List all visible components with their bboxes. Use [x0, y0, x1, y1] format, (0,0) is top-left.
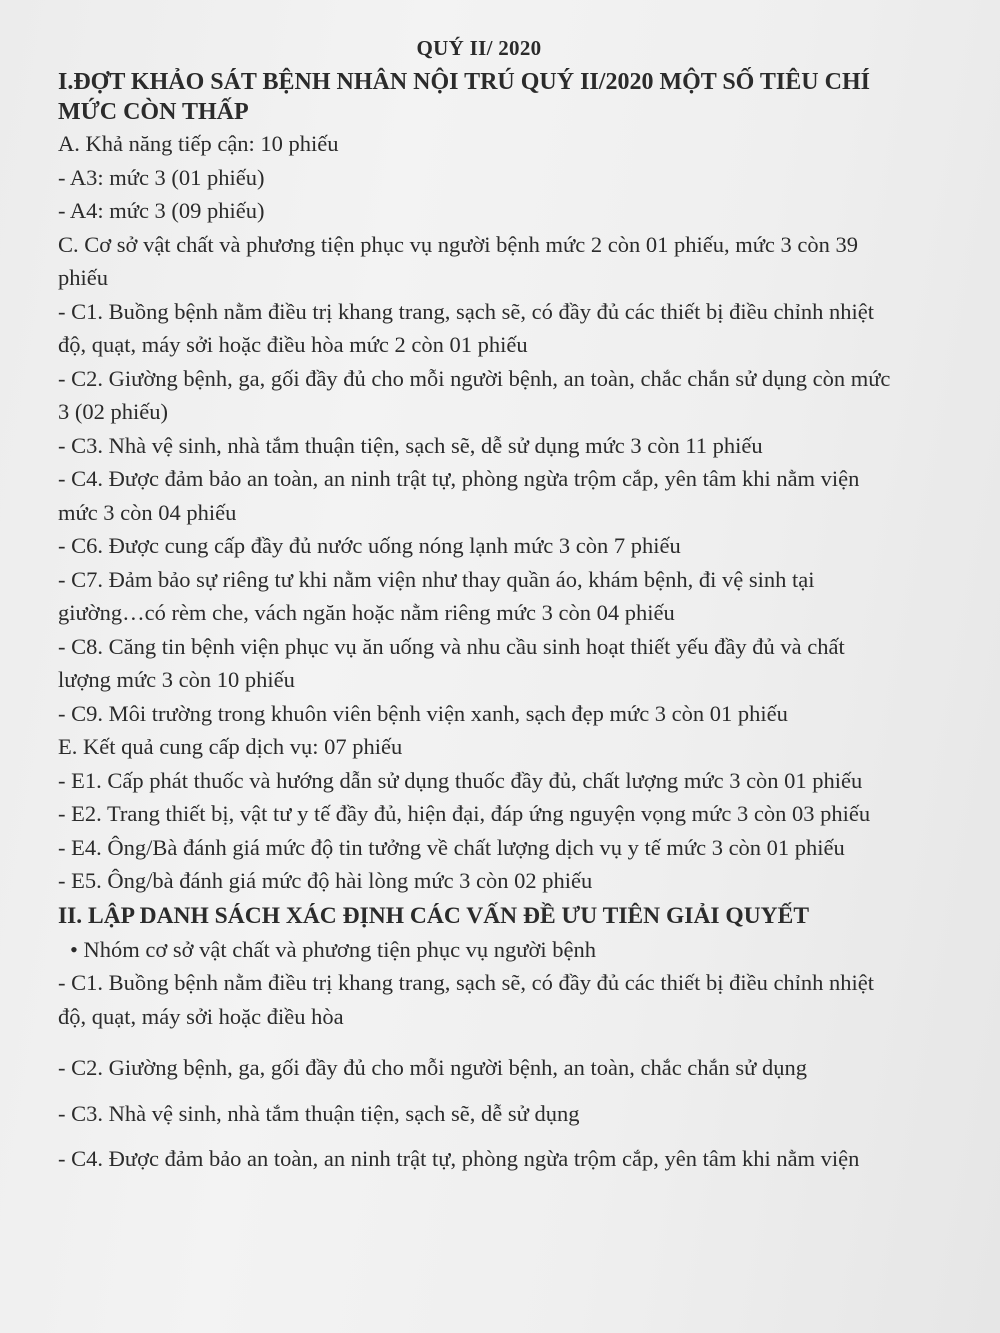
section-1-line: - E1. Cấp phát thuốc và hướng dẫn sử dụng thuốc đầy đủ, chất lượng mức 3 còn 01 phiếu — [58, 767, 863, 793]
section-2-line: - C1. Buồng bệnh nằm điều trị khang trang, sạch sẽ, có đầy đủ các thiết bị điều chỉnh nhiệt độ, quạt, máy sởi hoặc điều hòa — [58, 970, 875, 1029]
section-2-line: - C2. Giường bệnh, ga, gối đầy đủ cho mỗi người bệnh, an toàn, chắc chắn sử dụng — [58, 1055, 807, 1080]
section-1-line: - A3: mức 3 (01 phiếu) — [58, 164, 265, 190]
section-1-line: - E4. Ông/Bà đánh giá mức độ tin tưởng về chất lượng dịch vụ y tế mức 3 còn 01 phiếu — [58, 834, 845, 860]
section-1-line: - C9. Môi trường trong khuôn viên bệnh viện xanh, sạch đẹp mức 3 còn 01 phiếu — [58, 700, 788, 726]
section-1-line: - C3. Nhà vệ sinh, nhà tắm thuận tiện, sạch sẽ, dễ sử dụng mức 3 còn 11 phiếu — [58, 432, 763, 458]
section-1-line: - C4. Được đảm bảo an toàn, an ninh trật tự, phòng ngừa trộm cắp, yên tâm khi nằm viện mức 3 còn 04 phiếu — [58, 466, 860, 525]
section-2-line: - C4. Được đảm bảo an toàn, an ninh trật tự, phòng ngừa trộm cắp, yên tâm khi nằm viện — [58, 1146, 860, 1171]
section-1-line: E. Kết quả cung cấp dịch vụ: 07 phiếu — [58, 734, 403, 759]
section-1-line: - C8. Căng tin bệnh viện phục vụ ăn uống và nhu cầu sinh hoạt thiết yếu đầy đủ và chất lượng mức 3 còn 10 phiếu — [58, 633, 845, 692]
section-1-line: - E2. Trang thiết bị, vật tư y tế đầy đủ, hiện đại, đáp ứng nguyện vọng mức 3 còn 03 phiếu — [58, 801, 871, 826]
section-1-line: - C7. Đảm bảo sự riêng tư khi nằm viện như thay quần áo, khám bệnh, đi vệ sinh tại giường…có rèm che, vách ngăn hoặc nằm riêng mức 3 còn 04 phiếu — [58, 566, 815, 625]
section-1-heading: I.ĐỢT KHẢO SÁT BỆNH NHÂN NỘI TRÚ QUÝ II/2020 MỘT SỐ TIÊU CHÍ MỨC CÒN THẤP — [58, 69, 870, 125]
page-title: QUÝ II/ 2020 — [416, 36, 542, 60]
section-1-line: C. Cơ sở vật chất và phương tiện phục vụ người bệnh mức 2 còn 01 phiếu, mức 3 còn 39 phiếu — [58, 231, 858, 290]
section-2-heading: II. LẬP DANH SÁCH XÁC ĐỊNH CÁC VẤN ĐỀ ƯU TIÊN GIẢI QUYẾT — [58, 902, 810, 929]
section-1-line: A. Khả năng tiếp cận: 10 phiếu — [58, 131, 339, 156]
section-2-line: - C3. Nhà vệ sinh, nhà tắm thuận tiện, sạch sẽ, dễ sử dụng — [58, 1100, 580, 1126]
section-1-line: - E5. Ông/bà đánh giá mức độ hài lòng mức 3 còn 02 phiếu — [58, 868, 593, 893]
section-1-line: - C1. Buồng bệnh nằm điều trị khang trang, sạch sẽ, có đầy đủ các thiết bị điều chỉnh nhiệt độ, quạt, máy sởi hoặc điều hòa mức 2 còn 01 phiếu — [58, 298, 875, 357]
section-1-line: - C2. Giường bệnh, ga, gối đầy đủ cho mỗi người bệnh, an toàn, chắc chắn sử dụng còn mức 3 (02 phiếu) — [58, 365, 891, 424]
section-1-line: - C6. Được cung cấp đầy đủ nước uống nóng lạnh mức 3 còn 7 phiếu — [58, 533, 681, 558]
section-1-line: - A4: mức 3 (09 phiếu) — [58, 198, 265, 223]
section-2-bullet: • Nhóm cơ sở vật chất và phương tiện phục vụ người bệnh — [70, 936, 597, 962]
